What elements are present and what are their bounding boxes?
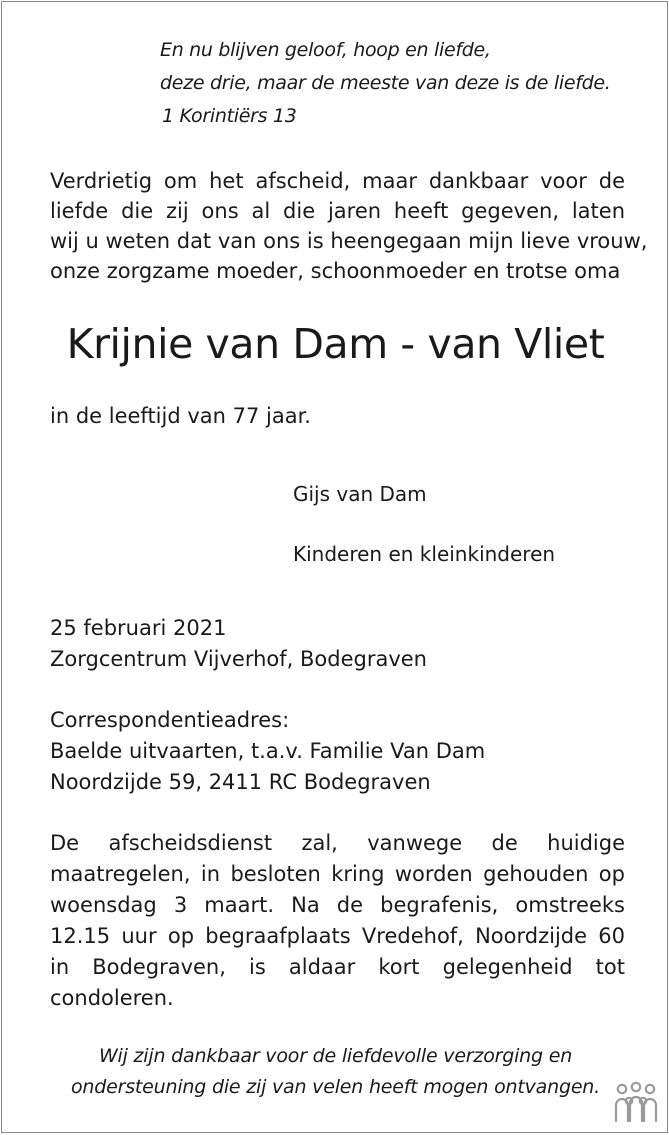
deceased-name: Krijnie van Dam - van Vliet: [66, 320, 605, 368]
verse-line-2: deze drie, maar de meeste van deze is de liefde.: [160, 72, 611, 94]
death-date: 25 februari 2021: [50, 616, 227, 640]
thanks-line-1: Wij zijn dankbaar voor de liefdevolle verzorging en: [98, 1045, 573, 1067]
age-text: in de leeftijd van 77 jaar.: [50, 404, 311, 428]
service-line-2: maatregelen, in besloten kring worden gehouden op: [50, 862, 625, 886]
family-group-icon: [613, 1081, 659, 1125]
service-line-3: woensdag 3 maart. Na de begrafenis, omstreeks: [50, 893, 625, 917]
verse-line-1: En nu blijven geloof, hoop en liefde,: [160, 39, 491, 61]
thanks-line-2: ondersteuning die zij van velen heeft mogen ontvangen.: [70, 1076, 600, 1098]
signer-spouse: Gijs van Dam: [293, 482, 427, 506]
service-paragraph: [50, 828, 625, 1014]
intro-line-4: onze zorgzame moeder, schoonmoeder en trotse oma: [50, 259, 621, 283]
service-line-5: in Bodegraven, is aldaar kort gelegenheid tot: [50, 955, 625, 979]
intro-line-2: liefde die zij ons al die jaren heeft gegeven, laten: [50, 199, 625, 223]
correspondence-line-1: Baelde uitvaarten, t.a.v. Familie Van Dam: [50, 739, 486, 763]
correspondence-label: Correspondentieadres:: [50, 708, 290, 732]
obituary-card: [1, 1, 668, 1133]
intro-line-1: Verdrietig om het afscheid, maar dankbaar voor de: [50, 169, 625, 193]
service-line-6: condoleren.: [50, 986, 174, 1010]
service-line-4: 12.15 uur op begraafplaats Vredehof, Noordzijde 60: [50, 924, 625, 948]
signer-family: Kinderen en kleinkinderen: [293, 542, 556, 566]
service-line-1: De afscheidsdienst zal, vanwege de huidige: [50, 831, 625, 855]
intro-line-3: wij u weten dat van ons is heengegaan mijn lieve vrouw,: [50, 229, 648, 253]
verse-reference: 1 Korintiërs 13: [162, 105, 297, 127]
correspondence-line-2: Noordzijde 59, 2411 RC Bodegraven: [50, 770, 431, 794]
death-place: Zorgcentrum Vijverhof, Bodegraven: [50, 647, 427, 671]
intro-paragraph: [50, 166, 648, 286]
